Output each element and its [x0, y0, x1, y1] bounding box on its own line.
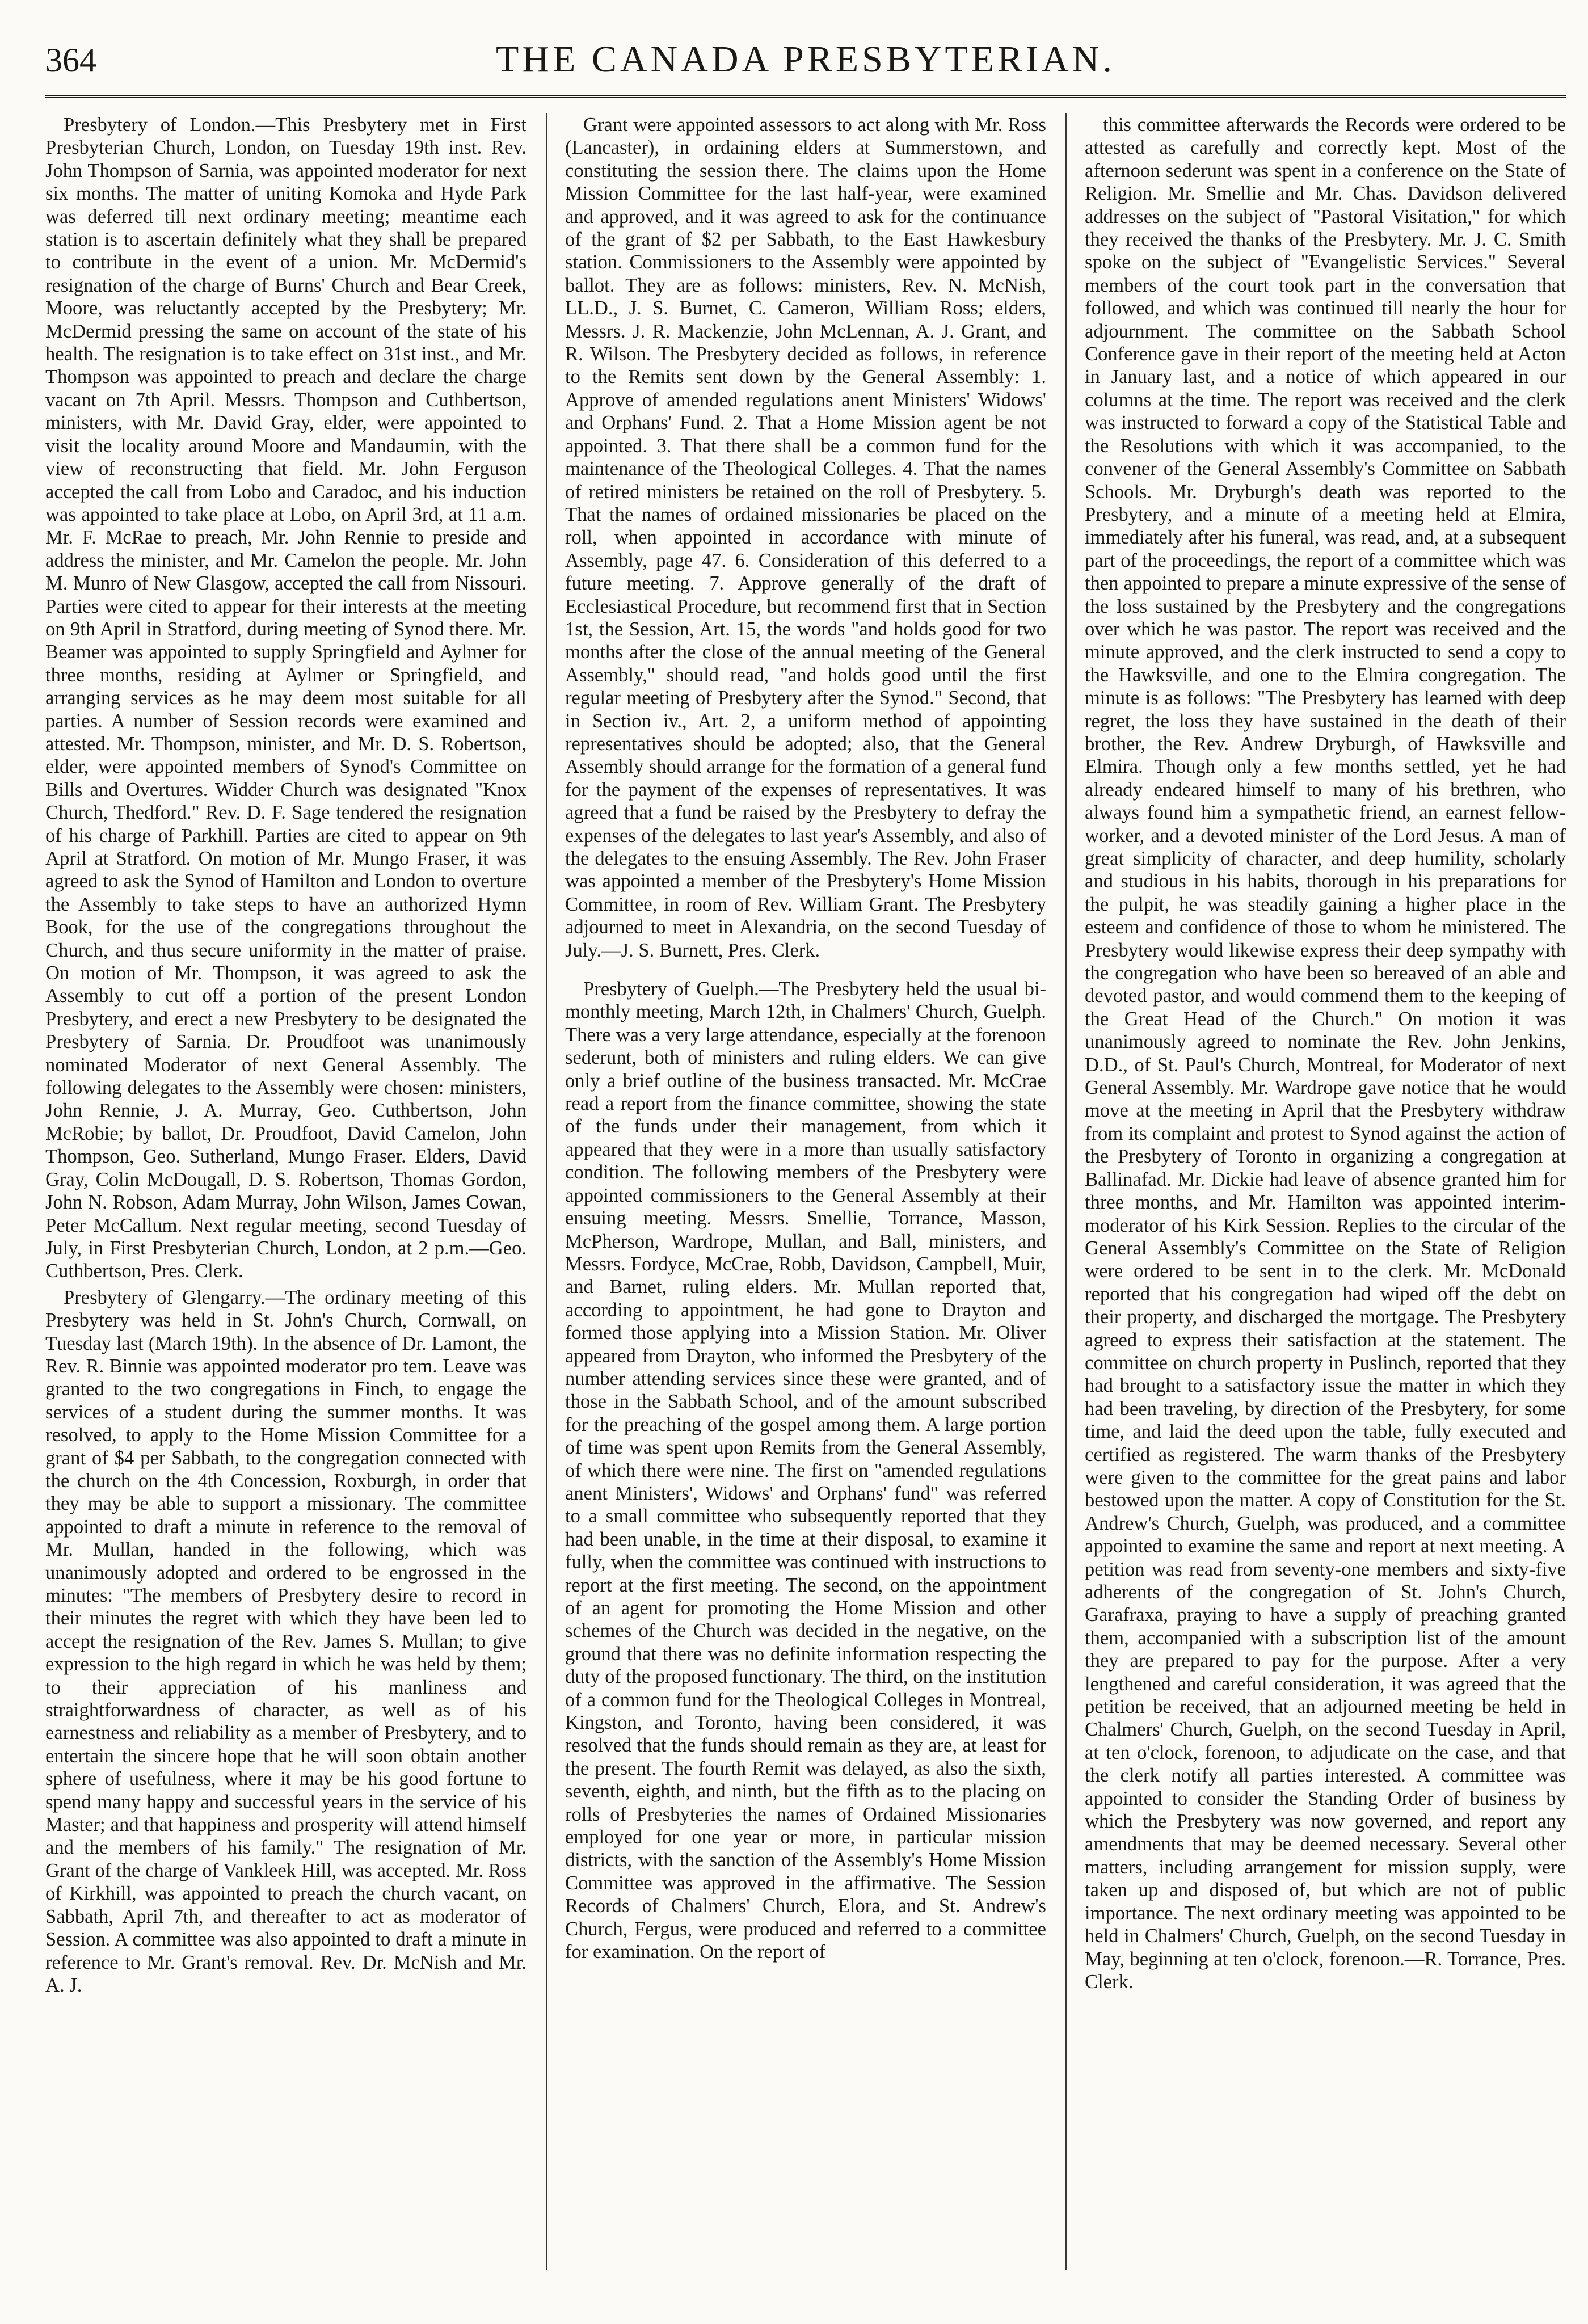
column-2 [565, 113, 1046, 2275]
report-glengarry-presbytery: Presbytery of Glengarry.—The ordinary meeting of this Presbytery was held in St. John's Church, Cornwall, on Tuesday last (March 19th). In the absence of Dr. Lamont, the Rev. R. Binnie was appointed moderator pro tem. Leave was granted to the two congregations in Finch, to engage the services of a student during the summer months. It was resolved, to apply to the Home Mission Committee for a grant of $4 per Sabbath, to the congregation connected with the church on the 4th Concession, Roxburgh, in order that they may be able to support a missionary. The committee appointed to draft a minute in reference to the removal of Mr. Mullan, handed in the following, which was unanimously adopted and ordered to be engrossed in the minutes: "The members of Presbytery desire to record in their minutes the regret with which they have been led to accept the resignation of the Rev. James S. Mullan; to give expression to the high regard in which he was held by them; to their appreciation of his manliness and straightforwardness of character, as well as of his earnestness and reliability as a member of Presbytery, and to entertain the sincere hope that he will soon obtain another sphere of usefulness, where it may be his good fortune to spend many happy and successful years in the service of his Master; and that happiness and prosperity will attend himself and the members of his family." The resignation of Mr. Grant of the charge of Vankleek Hill, was accepted. Mr. Ross of Kirkhill, was appointed to preach the church vacant, on Sabbath, April 7th, and thereafter to act as moderator of Session. A committee was also appointed to draft a minute in reference to Mr. Grant's removal. Rev. Dr. McNish and Mr. A. J. [45, 1286, 526, 1996]
report-london-presbytery: Presbytery of London.—This Presbytery met in First Presbyterian Church, London, on Tuesday 19th inst. Rev. John Thompson of Sarnia, was appointed moderator for next six months. The matter of uniting Komoka and Hyde Park was deferred till next ordinary meeting; meantime each station is to ascertain definitely what they shall be prepared to contribute in the event of a union. Mr. McDermid's resignation of the charge of Burns' Church and Bear Creek, Moore, was reluctantly accepted by the Presbytery; Mr. McDermid pressing the same on account of the state of his health. The resignation is to take effect on 31st inst., and Mr. Thompson was appointed to preach and declare the charge vacant on 7th April. Messrs. Thompson and Cuthbertson, ministers, with Mr. David Gray, elder, were appointed to visit the locality around Moore and Mandaumin, with the view of reconstructing that field. Mr. John Ferguson accepted the call from Lobo and Caradoc, and his induction was appointed to take place at Lobo, on April 3rd, at 11 a.m. Mr. F. McRae to preach, Mr. John Rennie to preside and address the minister, and Mr. Camelon the people. Mr. John M. Munro of New Glasgow, accepted the call from Nissouri. Parties were cited to appear for their interests at the meeting on 9th April in Stratford, during meeting of Synod there. Mr. Beamer was appointed to supply Springfield and Aylmer for three months, residing at Aylmer or Springfield, and arranging services as he may deem most suitable for all parties. A number of Session records were examined and attested. Mr. Thompson, minister, and Mr. D. S. Robertson, elder, were appointed members of Synod's Committee on Bills and Overtures. Widder Church was designated "Knox Church, Thedford." Rev. D. F. Sage tendered the resignation of his charge of Parkhill. Parties are cited to appear on 9th April at Stratford. On motion of Mr. Mungo Fraser, it was agreed to ask the Synod of Hamilton and London to overture the Assembly to take steps to have an authorized Hymn Book, for the use of the congregations throughout the Church, and thus secure uniformity in the matter of praise. On motion of Mr. Thompson, it was agreed to ask the Assembly to cut off a portion of the present London Presbytery, and erect a new Presbytery to be designated the Presbytery of Sarnia. Dr. Proudfoot was unanimously nominated Moderator of next General Assembly. The following delegates to the Assembly were chosen: ministers, John Rennie, J. A. Murray, Geo. Cuthbertson, John McRobie; by ballot, Dr. Proudfoot, David Camelon, John Thompson, Geo. Sutherland, Mungo Fraser. Elders, David Gray, Colin McDougall, D. S. Robertson, Thomas Gordon, John N. Robson, Adam Murray, John Wilson, James Cowan, Peter McCallum. Next regular meeting, second Tuesday of July, in First Presbyterian Church, London, at 2 p.m.—Geo. Cuthbertson, Pres. Clerk. [45, 114, 526, 1282]
report-glengarry-continued: Grant were appointed assessors to act along with Mr. Ross (Lancaster), in ordaining elders at Summerstown, and constituting the session there. The claims upon the Home Mission Committee for the last half-year, were examined and approved, and it was agreed to ask for the continuance of the grant of $2 per Sabbath, to the East Hawkesbury station. Commissioners to the Assembly were appointed by ballot. They are as follows: ministers, Rev. N. McNish, LL.D., J. S. Burnet, C. Cameron, William Ross; elders, Messrs. J. R. Mackenzie, John McLennan, A. J. Grant, and R. Wilson. The Presbytery decided as follows, in reference to the Remits sent down by the General Assembly: 1. Approve of amended regulations anent Ministers' Widows' and Orphans' Fund. 2. That a Home Mission agent be not appointed. 3. That there shall be a common fund for the maintenance of the Theological Colleges. 4. That the names of retired ministers be retained on the roll of Presbytery. 5. That the names of ordained missionaries be placed on the roll, when appointed in accordance with minute of Assembly, page 47. 6. Consideration of this deferred to a future meeting. 7. Approve generally of the draft of Ecclesiastical Procedure, but recommend first that in Section 1st, the Session, Art. 15, the words "and holds good for two months after the close of the annual meeting of the General Assembly," should read, "and holds good until the first regular meeting of Presbytery after the Synod." Second, that in Section iv., Art. 2, a uniform method of appointing representatives should be adopted; also, that the General Assembly should arrange for the formation of a general fund for the payment of the expenses of representatives. It was agreed that a fund be raised by the Presbytery to defray the expenses of the delegates to last year's Assembly, and also of the delegates to the ensuing Assembly. The Rev. John Fraser was appointed a member of the Presbytery's Home Mission Committee, in room of Rev. William Grant. The Presbytery adjourned to meet in Alexandria, on the second Tuesday of July.—J. S. Burnett, Pres. Clerk. [565, 114, 1046, 961]
masthead-title: THE CANADA PRESBYTERIAN. [496, 39, 1115, 80]
page-header [45, 33, 1566, 101]
column-1 [45, 113, 526, 2275]
report-guelph-continued: this committee afterwards the Records were ordered to be attested as carefully and correctly kept. Most of the afternoon sederunt was spent in a conference on the State of Religion. Mr. Smellie and Mr. Chas. Davidson delivered addresses on the subject of "Pastoral Visitation," for which they received the thanks of the Presbytery. Mr. J. C. Smith spoke on the subject of "Evangelistic Services." Several members of the court took part in the conversation that followed, and which was continued till nearly the hour for adjournment. The committee on the Sabbath School Conference gave in their report of the meeting held at Acton in January last, and a notice of which appeared in our columns at the time. The report was received and the clerk was instructed to forward a copy of the Statistical Table and the Resolutions with which it was accompanied, to the convener of the General Assembly's Committee on Sabbath Schools. Mr. Dryburgh's death was reported to the Presbytery, and a minute of a meeting held at Elmira, immediately after his funeral, was read, and, at a subsequent part of the proceedings, the report of a committee which was then appointed to prepare a minute expressive of the sense of the loss sustained by the Presbytery and the congregations over which he was pastor. The report was received and the minute approved, and the clerk instructed to send a copy to the Hawksville, and one to the Elmira congregation. The minute is as follows: "The Presbytery has learned with deep regret, the loss they have sustained in the death of their brother, the Rev. Andrew Dryburgh, of Hawksville and Elmira. Though only a few months settled, yet he had already endeared himself to many of his brethren, who always found him a sympathetic friend, an earnest fellow-worker, and a devoted minister of the Lord Jesus. A man of great simplicity of character, and deep humility, scholarly and studious in his habits, thorough in his preparations for the pulpit, he was steadily gaining a higher place in the esteem and confidence of those to whom he ministered. The Presbytery would likewise express their deep sympathy with the congregation who have been so bereaved of an able and devoted pastor, and would commend them to the keeping of the Great Head of the Church." On motion it was unanimously agreed to nominate the Rev. John Jenkins, D.D., of St. Paul's Church, Montreal, for Moderator of next General Assembly. Mr. Wardrope gave notice that he would move at the meeting in April that the Presbytery withdraw from its complaint and protest to Synod against the action of the Presbytery of Toronto in organizing a congregation at Ballinafad. Mr. Dickie had leave of absence granted him for three months, and Mr. Hamilton was appointed interim-moderator of his Kirk Session. Replies to the circular of the General Assembly's Committee on the State of Religion were ordered to be sent in to the clerk. Mr. McDonald reported that his congregation had wiped off the debt on their property, and discharged the mortgage. The Presbytery agreed to express their satisfaction at the statement. The committee on church property in Puslinch, reported that they had brought to a satisfactory issue the matter in which they had been traveling, by direction of the Presbytery, for some time, and laid the deed upon the table, fully executed and certified as registered. The warm thanks of the Presbytery were given to the committee for the great pains and labor bestowed upon the matter. A copy of Constitution for the St. Andrew's Church, Guelph, was produced, and a committee appointed to examine the same and report at next meeting. A petition was read from seventy-one members and sixty-five adherents of the congregation of St. John's Church, Garafraxa, praying to have a supply of preaching granted them, accompanied with a subscription list of the amount they are prepared to pay for the purpose. After a very lengthened and careful consideration, it was agreed that the petition be received, that an adjourned meeting be held in Chalmers' Church, Guelph, on the second Tuesday in April, at ten o'clock, forenoon, to adjudicate on the case, and that the clerk notify all parties interested. A committee was appointed to consider the Standing Order of business by which the Presbytery was now governed, and report any amendments that may be deemed necessary. Several other matters, including arrangement for mission supply, were taken up and disposed of, but which are not of public importance. The next ordinary meeting was appointed to be held in Chalmers' Church, Guelph, on the second Tuesday in May, beginning at ten o'clock, forenoon.—R. Torrance, Pres. Clerk. [1085, 114, 1566, 1993]
column-3 [1085, 113, 1566, 2275]
article-columns [45, 113, 1566, 2275]
column-divider [1065, 113, 1067, 2270]
page-number: 364 [45, 41, 96, 79]
column-divider [546, 113, 547, 2270]
report-guelph-presbytery: Presbytery of Guelph.—The Presbytery held the usual bi-monthly meeting, March 12th, in Chalmers' Church, Guelph. There was a very large attendance, especially at the forenoon sederunt, both of ministers and ruling elders. We can give only a brief outline of the business transacted. Mr. McCrae read a report from the finance committee, showing the state of the funds under their management, from which it appeared that they were in a more than usually satisfactory condition. The following members of the Presbytery were appointed commissioners to the General Assembly at their ensuing meeting. Messrs. Smellie, Torrance, Masson, McPherson, Wardrope, Mullan, and Ball, ministers, and Messrs. Fordyce, McCrae, Robb, Davidson, Campbell, Muir, and Barnet, ruling elders. Mr. Mullan reported that, according to appointment, he had gone to Drayton and formed those applying into a Mission Station. Mr. Oliver appeared from Drayton, who informed the Presbytery of the number attending services since these were granted, and of those in the Sabbath School, and of the amount subscribed for the preaching of the gospel among them. A large portion of time was spent upon Remits from the General Assembly, of which there were nine. The first on "amended regulations anent Ministers', Widows' and Orphans' fund" was referred to a small committee who subsequently reported that they had been unable, in the time at their disposal, to examine it fully, when the committee was continued with instructions to report at the first meeting. The second, on the appointment of an agent for promoting the Home Mission and other schemes of the Church was decided in the negative, on the ground that there was no definite information respecting the duty of the proposed functionary. The third, on the institution of a common fund for the Theological Colleges in Montreal, Kingston, and Toronto, having been considered, it was resolved that the funds should remain as they are, at least for the present. The fourth Remit was delayed, as also the sixth, seventh, eighth, and ninth, but the fifth as to the placing on rolls of Presbyteries the names of Ordained Missionaries employed for one year or more, in particular mission districts, with the sanction of the Assembly's Home Mission Committee was approved in the affirmative. The Session Records of Chalmers' Church, Elora, and St. Andrew's Church, Fergus, were produced and referred to a committee for examination. On the report of [565, 978, 1046, 1963]
header-rule [45, 95, 1566, 98]
